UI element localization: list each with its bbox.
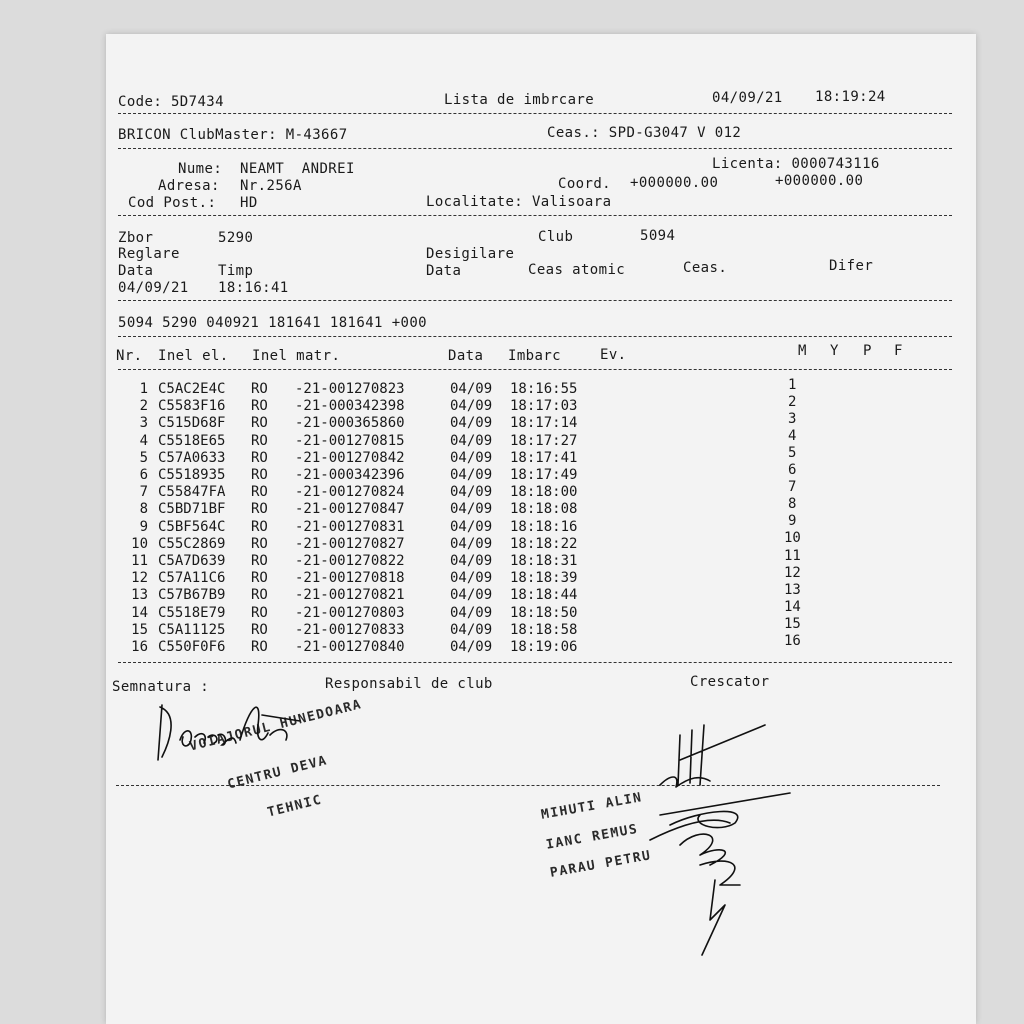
cell-nr: 8 bbox=[139, 501, 148, 518]
cell-nr: 4 bbox=[139, 432, 148, 449]
breeder-signature bbox=[640, 715, 780, 995]
cell-time: 18:18:39 bbox=[510, 570, 578, 587]
table-row bbox=[118, 632, 938, 656]
cell-nr: 12 bbox=[131, 570, 148, 587]
cell-country: RO bbox=[251, 432, 268, 449]
cell-inel-el: C57A11C6 bbox=[158, 570, 226, 587]
owner-name: NEAMT ANDREI bbox=[240, 161, 355, 177]
cell-time: 18:16:55 bbox=[510, 381, 578, 397]
cell-inel-el: C5583F16 bbox=[158, 398, 226, 415]
col-m: M bbox=[798, 343, 807, 359]
cell-inel-el: C5A11125 bbox=[158, 621, 226, 638]
cell-inel-el: C5BD71BF bbox=[158, 501, 226, 518]
cell-country: RO bbox=[251, 381, 268, 397]
cell-inel-el: C515D68F bbox=[158, 415, 226, 432]
cell-country: RO bbox=[251, 587, 268, 604]
postal-code: HD bbox=[240, 195, 258, 211]
cell-nr: 15 bbox=[131, 621, 148, 638]
cell-country: RO bbox=[251, 467, 268, 483]
cell-matr: -21-001270847 bbox=[295, 501, 405, 518]
cell-country: RO bbox=[251, 639, 268, 655]
cell-matr: -21-001270842 bbox=[295, 449, 405, 466]
table-row bbox=[118, 496, 938, 518]
col-inel-el: Inel el. bbox=[158, 348, 229, 364]
table-row bbox=[118, 394, 938, 415]
cell-nr: 13 bbox=[131, 587, 148, 604]
license: Licenta: 0000743116 bbox=[712, 156, 880, 172]
cell-m: 14 bbox=[784, 598, 801, 615]
timp-label: Timp bbox=[218, 263, 254, 279]
separator bbox=[116, 785, 940, 786]
data-label: Data bbox=[118, 263, 154, 279]
flight-number: 5290 bbox=[218, 230, 254, 246]
col-inel-matr: Inel matr. bbox=[252, 348, 341, 364]
table-row bbox=[118, 547, 938, 570]
cell-matr: -21-000342398 bbox=[295, 398, 405, 415]
locality: Localitate: Valisoara bbox=[426, 194, 612, 210]
cell-time: 18:18:08 bbox=[510, 501, 578, 518]
cell-m: 2 bbox=[788, 394, 797, 411]
data-label-2: Data bbox=[426, 263, 462, 279]
separator bbox=[118, 148, 952, 149]
cell-inel-el: C5BF564C bbox=[158, 518, 226, 535]
cell-inel-el: C55C2869 bbox=[158, 535, 226, 552]
cell-nr: 1 bbox=[139, 381, 148, 397]
difer-label: Difer bbox=[829, 258, 874, 274]
cell-time: 18:18:00 bbox=[510, 484, 578, 501]
ceas-atomic-label: Ceas atomic bbox=[528, 262, 626, 278]
cell-matr: -21-001270824 bbox=[295, 484, 405, 501]
print-time: 18:19:24 bbox=[815, 89, 886, 105]
cell-data: 04/09 bbox=[450, 587, 493, 604]
separator bbox=[118, 369, 952, 370]
table-row bbox=[118, 479, 938, 501]
cell-matr: -21-000342396 bbox=[295, 467, 405, 483]
separator bbox=[118, 300, 952, 301]
cell-matr: -21-001270823 bbox=[295, 381, 405, 397]
cell-nr: 10 bbox=[131, 535, 148, 552]
cell-time: 18:17:49 bbox=[510, 467, 578, 483]
cell-data: 04/09 bbox=[450, 639, 493, 655]
cell-inel-el: C57A0633 bbox=[158, 449, 226, 466]
cell-time: 18:18:44 bbox=[510, 587, 578, 604]
coord-label: Coord. bbox=[558, 176, 611, 192]
col-data: Data bbox=[448, 348, 484, 364]
cell-nr: 14 bbox=[131, 604, 148, 621]
cell-country: RO bbox=[251, 484, 268, 501]
cell-data: 04/09 bbox=[450, 381, 493, 397]
cell-time: 18:18:31 bbox=[510, 553, 578, 569]
stamp-line: MIHUTI ALIN bbox=[540, 790, 644, 823]
cell-m: 15 bbox=[784, 615, 801, 632]
clock-id: Ceas.: SPD-G3047 V 012 bbox=[547, 125, 742, 141]
stamp-line: VOIAJORUL HUNEDOARA bbox=[188, 697, 364, 755]
cell-nr: 2 bbox=[139, 398, 148, 415]
cell-matr: -21-001270821 bbox=[295, 587, 405, 604]
cell-time: 18:18:22 bbox=[510, 535, 578, 552]
cell-matr: -21-001270827 bbox=[295, 535, 405, 552]
cell-m: 1 bbox=[788, 377, 797, 393]
cell-data: 04/09 bbox=[450, 484, 493, 501]
coord-latitude: +000000.00 bbox=[630, 175, 719, 191]
signature-label: Semnatura : bbox=[112, 679, 210, 695]
desigilare-label: Desigilare bbox=[426, 246, 515, 262]
cell-matr: -21-001270818 bbox=[295, 570, 405, 587]
cell-time: 18:17:03 bbox=[510, 398, 578, 415]
table-row bbox=[118, 530, 938, 553]
cell-country: RO bbox=[251, 535, 268, 552]
cell-matr: -21-001270831 bbox=[295, 518, 405, 535]
table-row bbox=[118, 377, 938, 398]
cell-data: 04/09 bbox=[450, 432, 493, 449]
zbor-label: Zbor bbox=[118, 230, 154, 246]
code-line: 5094 5290 040921 181641 181641 +000 bbox=[118, 315, 428, 331]
cell-matr: -21-000365860 bbox=[295, 415, 405, 432]
reglare-label: Reglare bbox=[118, 246, 180, 262]
cell-matr: -21-001270815 bbox=[295, 432, 405, 449]
club-number: 5094 bbox=[640, 228, 676, 244]
table-row bbox=[118, 445, 938, 467]
cell-data: 04/09 bbox=[450, 449, 493, 466]
cell-matr: -21-001270833 bbox=[295, 621, 405, 638]
cell-nr: 5 bbox=[139, 449, 148, 466]
cell-time: 18:17:27 bbox=[510, 432, 578, 449]
setting-date: 04/09/21 bbox=[118, 280, 189, 296]
col-imbarc: Imbarc bbox=[508, 348, 561, 364]
cell-m: 11 bbox=[784, 547, 801, 564]
cell-time: 18:18:50 bbox=[510, 604, 578, 621]
col-f: F bbox=[894, 343, 903, 359]
stamp-line: PARAU PETRU bbox=[549, 848, 653, 881]
cell-m: 4 bbox=[788, 428, 797, 445]
cell-data: 04/09 bbox=[450, 415, 493, 432]
separator bbox=[118, 113, 952, 114]
cell-country: RO bbox=[251, 553, 268, 569]
cell-country: RO bbox=[251, 415, 268, 432]
cell-country: RO bbox=[251, 518, 268, 535]
cell-country: RO bbox=[251, 398, 268, 415]
cell-nr: 6 bbox=[139, 467, 148, 483]
cell-nr: 7 bbox=[139, 484, 148, 501]
cell-data: 04/09 bbox=[450, 621, 493, 638]
club-master: BRICON ClubMaster: M-43667 bbox=[118, 127, 348, 143]
cell-inel-el: C5518935 bbox=[158, 467, 226, 483]
adresa-label: Adresa: bbox=[158, 178, 220, 194]
cell-time: 18:18:16 bbox=[510, 518, 578, 535]
club-signature bbox=[150, 685, 320, 775]
cell-country: RO bbox=[251, 604, 268, 621]
stamp-line: CENTRU DEVA bbox=[226, 753, 330, 793]
cell-data: 04/09 bbox=[450, 398, 493, 415]
club-responsible-label: Responsabil de club bbox=[325, 676, 493, 692]
cell-data: 04/09 bbox=[450, 553, 493, 569]
separator bbox=[118, 215, 952, 216]
cell-m: 9 bbox=[788, 513, 797, 530]
cell-data: 04/09 bbox=[450, 518, 493, 535]
cell-m: 8 bbox=[788, 496, 797, 513]
cell-data: 04/09 bbox=[450, 535, 493, 552]
nume-label: Nume: bbox=[178, 161, 223, 177]
col-y: Y bbox=[830, 343, 839, 359]
cell-m: 6 bbox=[788, 462, 797, 479]
document-title: Lista de imbrcare bbox=[444, 92, 595, 108]
cell-data: 04/09 bbox=[450, 467, 493, 483]
cell-country: RO bbox=[251, 501, 268, 518]
cell-m: 16 bbox=[784, 632, 801, 649]
cell-m: 5 bbox=[788, 445, 797, 462]
breeder-label: Crescator bbox=[690, 674, 770, 690]
code-label: Code: 5D7434 bbox=[118, 94, 224, 110]
cell-inel-el: C5AC2E4C bbox=[158, 381, 226, 397]
cell-inel-el: C5518E79 bbox=[158, 604, 226, 621]
cell-m: 12 bbox=[784, 564, 801, 581]
cell-nr: 9 bbox=[139, 518, 148, 535]
cell-nr: 16 bbox=[131, 639, 148, 655]
print-date: 04/09/21 bbox=[712, 90, 783, 106]
cell-data: 04/09 bbox=[450, 604, 493, 621]
table-row bbox=[118, 428, 938, 450]
owner-address: Nr.256A bbox=[240, 178, 302, 194]
cell-m: 3 bbox=[788, 411, 797, 428]
cell-country: RO bbox=[251, 449, 268, 466]
cell-nr: 11 bbox=[131, 553, 148, 569]
table-row bbox=[118, 598, 938, 622]
cell-country: RO bbox=[251, 570, 268, 587]
cell-inel-el: C550F0F6 bbox=[158, 639, 226, 655]
table-row bbox=[118, 411, 938, 432]
cell-inel-el: C5518E65 bbox=[158, 432, 226, 449]
setting-time: 18:16:41 bbox=[218, 280, 289, 296]
cell-inel-el: C5A7D639 bbox=[158, 553, 226, 569]
col-p: P bbox=[863, 343, 872, 359]
cell-inel-el: C57B67B9 bbox=[158, 587, 226, 604]
cell-time: 18:17:14 bbox=[510, 415, 578, 432]
ceas-label: Ceas. bbox=[683, 260, 728, 276]
cod-post-label: Cod Post.: bbox=[128, 195, 217, 211]
cell-m: 13 bbox=[784, 581, 801, 598]
col-ev: Ev. bbox=[600, 347, 627, 363]
separator bbox=[118, 662, 952, 663]
stamp-line: IANC REMUS bbox=[545, 821, 640, 853]
table-row bbox=[118, 564, 938, 587]
cell-nr: 3 bbox=[139, 415, 148, 432]
cell-data: 04/09 bbox=[450, 501, 493, 518]
table-row bbox=[118, 615, 938, 639]
table-row bbox=[118, 513, 938, 536]
cell-m: 7 bbox=[788, 479, 797, 496]
table-row bbox=[118, 581, 938, 604]
cell-time: 18:17:41 bbox=[510, 449, 578, 466]
cell-m: 10 bbox=[784, 530, 801, 547]
coord-longitude: +000000.00 bbox=[775, 173, 864, 189]
cell-country: RO bbox=[251, 621, 268, 638]
cell-data: 04/09 bbox=[450, 570, 493, 587]
table-row bbox=[118, 462, 938, 484]
club-label: Club bbox=[538, 229, 574, 245]
cell-time: 18:18:58 bbox=[510, 621, 578, 638]
cell-matr: -21-001270822 bbox=[295, 553, 405, 569]
stamp-line: TEHNIC bbox=[266, 792, 324, 821]
separator bbox=[118, 336, 952, 337]
cell-matr: -21-001270840 bbox=[295, 639, 405, 655]
cell-matr: -21-001270803 bbox=[295, 604, 405, 621]
col-nr: Nr. bbox=[116, 348, 143, 364]
cell-time: 18:19:06 bbox=[510, 639, 578, 655]
cell-inel-el: C55847FA bbox=[158, 484, 226, 501]
